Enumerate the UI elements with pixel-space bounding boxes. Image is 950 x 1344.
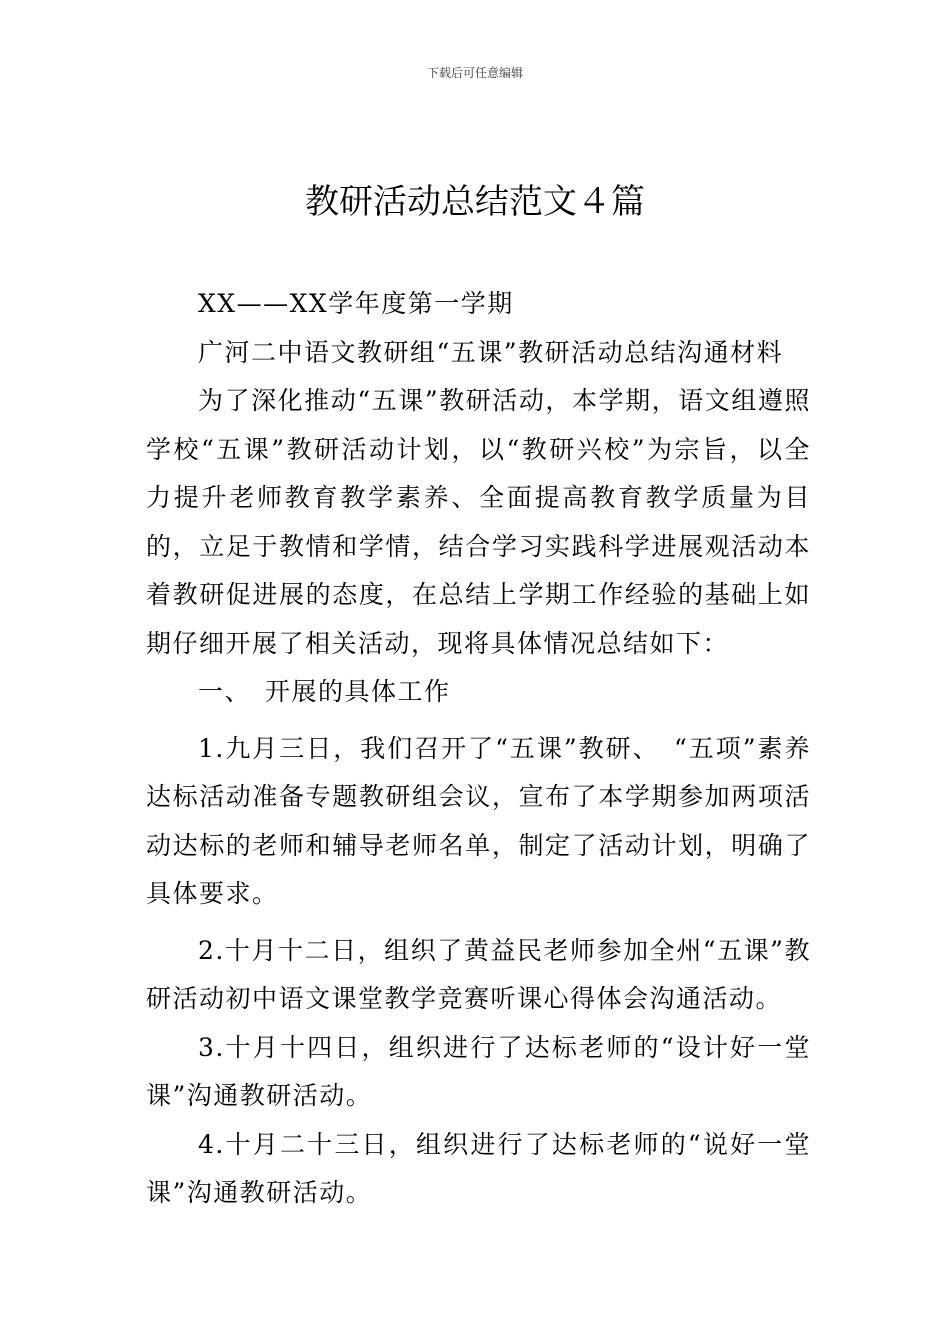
section-heading: 一、 开展的具体工作 (198, 677, 451, 706)
list-item-2: 2.十月十二日，组织了黄益民老师参加全州“五课”教研活动初中语文课堂教学竞赛听课心得体会沟通活动。 (146, 935, 811, 1013)
document-body (146, 280, 811, 1218)
paragraph-subtitle: 广河二中语文教研组“五课”教研活动总结沟通材料 (198, 337, 784, 367)
list-item-3: 3.十月十四日，组织进行了达标老师的“设计好一堂课”沟通教研活动。 (146, 1032, 811, 1110)
header-note: 下载后可任意编辑 (426, 66, 523, 80)
paragraph-term: XX——XX学年度第一学期 (198, 289, 514, 318)
paragraph-intro: 为了深化推动“五课”教研活动，本学期，语文组遵照学校“五课”教研活动计划，以“教研兴校”为宗旨，以全力提升老师教育教学素养、全面提高教育教学质量为目的，立足于教情和学情，结合学习实践科学进展观活动本着教研促进展的态度，在总结上学期工作经验的基础上如期仔细开展了相关活动，现将具体情况总结如下： (146, 386, 811, 658)
list-item-4: 4.十月二十三日，组织进行了达标老师的“说好一堂课”沟通教研活动。 (146, 1129, 811, 1207)
list-item-1: 1.九月三日，我们召开了“五课”教研、 “五项”素养达标活动准备专题教研组会议，宣布了本学期参加两项活动达标的老师和辅导老师名单，制定了活动计划，明确了具体要求。 (146, 733, 811, 908)
document-title: 教研活动总结范文４篇 (305, 182, 645, 222)
